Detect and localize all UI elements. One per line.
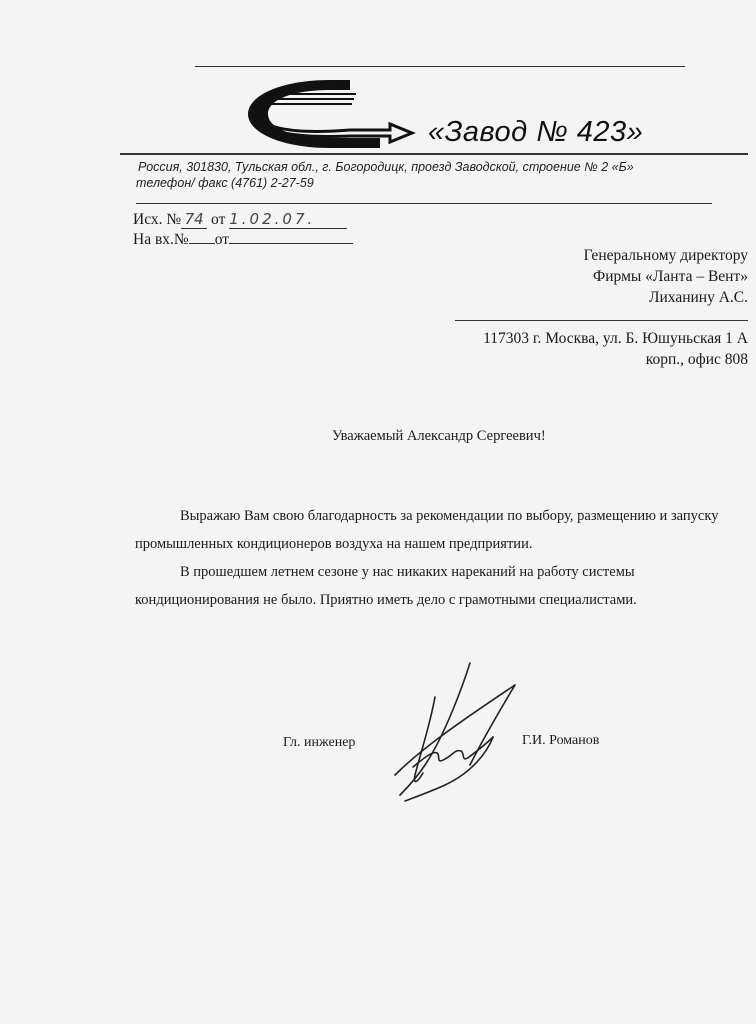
recipient-title: Генеральному директору (583, 247, 748, 264)
paragraph-2-line-2: кондиционирования не было. Приятно иметь дело с грамотными специалистами. (135, 592, 637, 608)
letterhead-top-rule (195, 66, 685, 67)
signatory-position: Гл. инженер (283, 735, 356, 750)
paragraph-1-line-1: Выражаю Вам свою благодарность за рекомендации по выбору, размещению и запуску (180, 508, 719, 524)
outgoing-label: Исх. № (133, 211, 182, 228)
company-address: Россия, 301830, Тульская обл., г. Богородицк, проезд Заводской, строение № 2 «Б» (138, 160, 634, 174)
outgoing-date: 1.02.07. (229, 210, 347, 229)
incoming-label: На вх.№ (133, 231, 189, 248)
salutation: Уважаемый Александр Сергеевич! (332, 428, 546, 444)
company-name: «Завод № 423» (428, 116, 644, 148)
letter-body (135, 502, 750, 614)
outgoing-from-label: от (211, 211, 226, 228)
recipient-company: Фирмы «Ланта – Вент» (593, 268, 748, 285)
letterhead-rule (120, 153, 748, 155)
recipient-office: корп., офис 808 (645, 351, 748, 368)
recipient-rule (455, 320, 748, 321)
paragraph-1-line-2: промышленных кондиционеров воздуха на нашем предприятии. (135, 536, 533, 552)
outgoing-reference (133, 210, 347, 229)
handwritten-signature (375, 655, 535, 815)
incoming-number-blank (189, 243, 215, 244)
incoming-from-label: от (214, 231, 230, 248)
company-logo (240, 78, 420, 150)
incoming-reference (133, 231, 353, 249)
outgoing-number: 74 (181, 210, 207, 229)
recipient-name: Лиханину А.С. (648, 289, 748, 306)
recipient-address: 117303 г. Москва, ул. Б. Юшуньская 1 А (483, 330, 748, 347)
signatory-name: Г.И. Романов (522, 733, 600, 748)
paragraph-2-line-1: В прошедшем летнем сезоне у нас никаких нареканий на работу системы (180, 564, 635, 580)
incoming-date-blank (229, 243, 353, 244)
letterhead-bottom-rule (136, 203, 712, 204)
company-phone: телефон/ факс (4761) 2-27-59 (136, 176, 314, 190)
